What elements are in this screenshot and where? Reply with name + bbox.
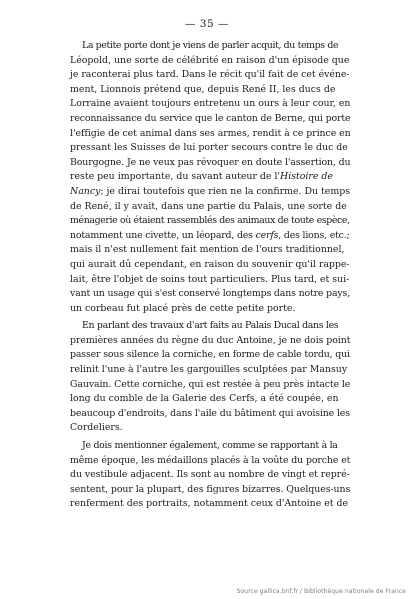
text-line: reste peu importante, du savant auteur de l'Histoire de <box>70 171 333 183</box>
body-text <box>70 39 350 512</box>
text-line: Cordeliers. <box>70 422 123 434</box>
text-line: l'effigie de cet animal dans ses armes, rendit à ce prince en <box>70 127 351 139</box>
text-line: beaucoup d'endroits, dans l'aile du bâtiment qui avoisine les <box>70 407 350 419</box>
paragraph-2 <box>70 319 350 436</box>
text-line: mais il n'est nullement fait mention de l'ours traditionnel, <box>70 244 345 256</box>
text-line: de René, il y avait, dans une partie du Palais, une sorte de <box>70 200 347 212</box>
text-line: sentent, pour la plupart, des figures bizarres. Quelques-uns <box>70 483 351 495</box>
text-line: Léopold, une sorte de célébrité en raison d'un épisode que <box>70 54 350 66</box>
paragraph-3 <box>70 439 350 512</box>
text-line: ment, Lionnois prétend que, depuis René II, les ducs de <box>70 83 336 95</box>
text-line: Nancy; je dirai toutefois que rien ne la confirme. Du temps <box>70 185 351 197</box>
text-line: notamment une civette, un léopard, des cerfs, des lions, etc.; <box>70 229 350 241</box>
text-line: un corbeau fut placé près de cette petite porte. <box>70 302 296 314</box>
page-number: — 35 — <box>184 18 230 30</box>
text-line: qui aurait dû cependant, en raison du souvenir qu'il rappe- <box>70 258 350 270</box>
text-line: Lorraine avaient toujours entretenu un ours à leur cour, en <box>70 98 351 110</box>
text-line: En parlant des travaux d'art faits au Palais Ducal dans les <box>82 320 339 332</box>
text-line: du vestibule adjacent. Ils sont au nombre de vingt et repré- <box>70 469 350 481</box>
text-line: je raconterai plus tard. Dans le récit qu'il fait de cet événe- <box>70 69 350 81</box>
text-line: Bourgogne. Je ne veux pas révoquer en doute l'assertion, du <box>70 156 351 168</box>
text-line: premières années du règne du duc Antoine, je ne dois point <box>70 334 351 346</box>
text-line: ménagerie où étaient rassemblés des animaux de toute espèce, <box>70 215 350 227</box>
source-footer: Source gallica.bnf.fr / Bibliothèque nationale de France <box>236 588 406 595</box>
text-line: même époque, les médaillons placés à la voûte du porche et <box>70 454 351 466</box>
text-line: vant un usage qui s'est conservé longtemps dans notre pays, <box>70 288 351 300</box>
text-line: lait, être l'objet de soins tout particuliers. Plus tard, et sui- <box>70 273 350 285</box>
paragraph-1 <box>70 39 350 316</box>
text-line: renferment des portraits, notamment ceux d'Antoine et de <box>70 498 349 510</box>
text-line: relinit l'une à l'autre les gargouilles sculptées par Mansuy <box>70 364 348 376</box>
text-line: Je dois mentionner également, comme se rapportant à la <box>82 440 338 452</box>
text-line: pressant les Suisses de lui porter secours contre le duc de <box>70 142 348 154</box>
text-line: reconnaissance du service que le canton de Berne, qui porte <box>70 112 351 124</box>
text-line: passer sous silence la corniche, en forme de cable tordu, qui <box>70 349 350 361</box>
text-line: La petite porte dont je viens de parler acquit, du temps de <box>82 40 339 51</box>
text-line: long du comble de la Galerie des Cerfs, a été coupée, en <box>70 393 339 405</box>
text-line: Gauvain. Cette corniche, qui est restée à peu près intacte le <box>70 378 351 390</box>
